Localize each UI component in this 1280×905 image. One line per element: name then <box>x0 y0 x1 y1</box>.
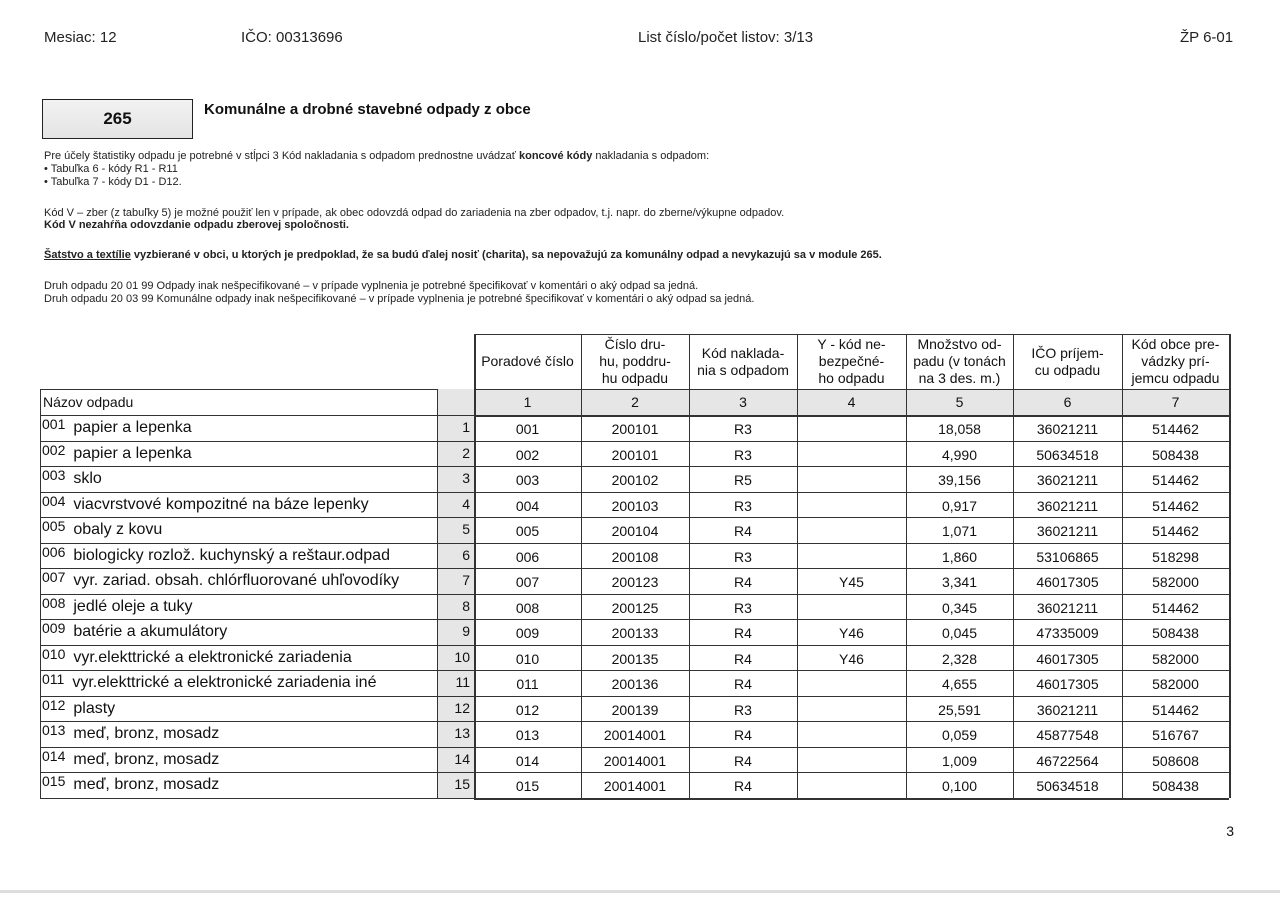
grid-line <box>40 670 1229 671</box>
cell-col-5: 0,045 <box>941 625 978 642</box>
cell-col-1: 006 <box>515 548 540 565</box>
column-header-3: Kód naklada- nia s odpadom <box>697 344 789 378</box>
note-200199: Druh odpadu 20 01 99 Odpady inak nešpecifikované – v prípade vyplnenia je potrebné špecifikovať v komentári o aký odpad sa jedná. <box>44 280 699 292</box>
cell-col-5: 18,058 <box>938 421 981 438</box>
table-row-name <box>42 772 437 798</box>
column-header-5: Množstvo od- padu (v tonách na 3 des. m.) <box>913 336 1006 386</box>
cell-col-1: 004 <box>515 497 540 514</box>
row-name: obaly z kovu <box>73 521 163 539</box>
cell-col-6: 36021211 <box>1036 497 1099 514</box>
row-code: 012 <box>42 696 66 713</box>
grid-line <box>40 466 1229 467</box>
table-row-name <box>42 517 437 543</box>
row-name: meď, bronz, mosadz <box>73 725 220 743</box>
cell-col-7: 582000 <box>1152 574 1199 591</box>
cell-col-7: 514462 <box>1152 421 1199 438</box>
cell-col-4 <box>797 519 906 545</box>
table-row-name <box>42 594 437 620</box>
form-code: ŽP 6-01 <box>1180 29 1234 46</box>
cell-col-7: 514462 <box>1152 701 1199 718</box>
row-code: 008 <box>42 594 66 611</box>
row-code: 001 <box>42 416 66 433</box>
row-name: meď, bronz, mosadz <box>73 750 220 768</box>
row-index: 11 <box>455 674 470 691</box>
cell-col-4 <box>797 417 906 443</box>
cell-col-7: 514462 <box>1152 599 1199 616</box>
cell-col-3: R3 <box>734 599 752 616</box>
cell-col-4 <box>797 545 906 571</box>
row-name: vyr.elekttrické a elektronické zariadenia iné <box>72 674 377 692</box>
table-row-name <box>42 492 437 518</box>
module-title: Komunálne a drobné stavebné odpady z obce <box>204 101 531 118</box>
cell-col-6: 45877548 <box>1036 727 1099 744</box>
row-code: 009 <box>42 620 66 637</box>
table-row-name <box>42 645 437 671</box>
cell-col-3: R4 <box>734 727 752 744</box>
grid-line <box>40 568 1229 569</box>
note-code-v-bold: Kód V nezahŕňa odovzdanie odpadu zberovej spoločnosti. <box>44 219 349 231</box>
grid-line <box>1229 334 1231 798</box>
cell-col-6: 50634518 <box>1036 778 1099 795</box>
cell-col-6: 50634518 <box>1036 446 1099 463</box>
cell-col-1: 003 <box>515 472 540 489</box>
cell-col-4: Y46 <box>839 625 864 642</box>
cell-col-1: 011 <box>516 676 539 693</box>
note-codes-bold: koncové kódy <box>518 150 593 162</box>
row-name: plasty <box>73 699 116 717</box>
row-code: 011 <box>42 671 65 688</box>
note-textiles-underlined: Šatstvo a textílie <box>44 249 131 261</box>
grid-line <box>40 492 1229 493</box>
row-index: 6 <box>462 546 470 563</box>
note-codes <box>44 150 709 162</box>
row-code: 010 <box>42 645 66 662</box>
month-label: Mesiac: 12 <box>44 29 117 46</box>
grid-line <box>474 389 1229 390</box>
cell-col-4 <box>797 672 906 698</box>
column-header-1: Poradové číslo <box>481 353 574 369</box>
column-number-4: 4 <box>847 393 856 410</box>
grid-line <box>1013 334 1014 798</box>
grid-line <box>40 721 1229 722</box>
cell-col-7: 514462 <box>1152 497 1199 514</box>
column-header-4: Y - kód ne- bezpečné- ho odpadu <box>817 336 886 386</box>
cell-col-5: 1,860 <box>941 548 978 565</box>
cell-col-6: 53106865 <box>1036 548 1099 565</box>
cell-col-7: 518298 <box>1152 548 1199 565</box>
column-header-6: IČO príjem- cu odpadu <box>1031 344 1104 378</box>
cell-col-7: 582000 <box>1152 650 1199 667</box>
note-codes-tail: nakladania s odpadom: <box>592 150 710 162</box>
cell-col-3: R5 <box>734 472 752 489</box>
table-row-name <box>42 747 437 773</box>
table-row-name <box>42 543 437 569</box>
cell-col-1: 005 <box>515 523 540 540</box>
grid-line <box>689 334 690 798</box>
grid-line <box>40 747 1229 748</box>
note-200399: Druh odpadu 20 03 99 Komunálne odpady inak nešpecifikované – v prípade vyplnenia je potrebné špecifikovať v komentári o aký odpad sa jedná. <box>44 293 755 305</box>
row-code: 005 <box>42 518 66 535</box>
column-number-6: 6 <box>1063 393 1072 410</box>
column-number-7: 7 <box>1171 393 1180 410</box>
grid-line <box>40 441 1229 442</box>
cell-col-2: 20014001 <box>603 727 667 744</box>
column-number-2: 2 <box>631 393 639 410</box>
grid-line <box>474 334 1229 335</box>
cell-col-2: 200102 <box>611 472 659 489</box>
row-code: 006 <box>42 543 66 560</box>
row-code: 013 <box>42 722 66 739</box>
cell-col-3: R4 <box>734 650 752 667</box>
table-row-name <box>42 441 437 467</box>
column-number-1: 1 <box>523 393 532 410</box>
cell-col-3: R4 <box>734 676 752 693</box>
cell-col-6: 36021211 <box>1036 701 1099 718</box>
row-code: 007 <box>42 569 66 586</box>
cell-col-3: R4 <box>734 625 752 642</box>
cell-col-2: 200139 <box>611 701 659 718</box>
cell-col-3: R3 <box>734 701 752 718</box>
cell-col-1: 015 <box>515 778 540 795</box>
grid-line <box>474 334 476 798</box>
grid-line <box>1122 334 1123 798</box>
cell-col-1: 008 <box>515 599 540 616</box>
column-header-7: Kód obce pre- vádzky prí- jemcu odpadu <box>1131 336 1220 386</box>
grid-line <box>906 334 907 798</box>
cell-col-5: 4,990 <box>941 446 978 463</box>
row-name: viacvrstvové kompozitné na báze lepenky <box>73 495 369 513</box>
row-index: 2 <box>462 444 470 461</box>
cell-col-4 <box>797 596 906 622</box>
sheet-label: List číslo/počet listov: 3/13 <box>638 29 814 46</box>
row-index: 14 <box>454 750 470 767</box>
row-index: 12 <box>454 699 470 716</box>
table-row-name <box>42 415 437 441</box>
cell-col-5: 4,655 <box>941 676 978 693</box>
table-row-name <box>42 721 437 747</box>
cell-col-1: 012 <box>515 701 540 718</box>
cell-col-5: 25,591 <box>938 701 981 718</box>
cell-col-4 <box>797 723 906 749</box>
row-index: 8 <box>462 597 470 614</box>
cell-col-2: 200135 <box>611 650 659 667</box>
row-name: jedlé oleje a tuky <box>73 597 193 615</box>
cell-col-3: R3 <box>734 497 752 514</box>
cell-col-6: 36021211 <box>1036 599 1099 616</box>
cell-col-4 <box>797 698 906 724</box>
grid-line <box>40 696 1229 697</box>
cell-col-1: 001 <box>515 421 540 438</box>
cell-col-6: 46017305 <box>1036 650 1099 667</box>
cell-col-5: 1,009 <box>941 752 978 769</box>
cell-col-2: 200136 <box>611 676 659 693</box>
cell-col-2: 20014001 <box>603 752 667 769</box>
row-index: 1 <box>462 419 470 436</box>
row-name: meď, bronz, mosadz <box>73 776 220 794</box>
page-bottom-divider <box>0 890 1280 893</box>
grid-line <box>437 389 438 798</box>
table-row-name <box>42 466 437 492</box>
cell-col-7: 516767 <box>1152 727 1199 744</box>
note-textiles <box>44 249 882 261</box>
cell-col-5: 39,156 <box>938 472 981 489</box>
grid-line <box>40 645 1229 646</box>
cell-col-7: 508438 <box>1152 625 1199 642</box>
row-code: 015 <box>42 773 66 790</box>
row-name: papier a lepenka <box>73 444 192 462</box>
cell-col-2: 200103 <box>611 497 659 514</box>
cell-col-2: 20014001 <box>603 778 667 795</box>
cell-col-4: Y46 <box>839 650 864 667</box>
cell-col-6: 47335009 <box>1036 625 1099 642</box>
row-code: 014 <box>42 747 66 764</box>
cell-col-3: R4 <box>734 574 752 591</box>
grid-line <box>40 772 1229 773</box>
cell-col-5: 2,328 <box>941 650 978 667</box>
cell-col-6: 46017305 <box>1036 574 1099 591</box>
note-bullet-2: • Tabuľka 7 - kódy D1 - D12. <box>44 176 182 188</box>
row-index: 3 <box>462 470 470 487</box>
grid-line <box>40 543 1229 544</box>
cell-col-3: R4 <box>734 752 752 769</box>
row-code: 002 <box>42 441 66 458</box>
grid-line <box>40 389 437 390</box>
table-row-name <box>42 619 437 645</box>
table-row-name <box>42 670 437 696</box>
row-index: 5 <box>462 521 470 538</box>
cell-col-2: 200108 <box>611 548 659 565</box>
grid-line <box>40 517 1229 518</box>
cell-col-5: 1,071 <box>941 523 978 540</box>
row-name: papier a lepenka <box>73 419 192 437</box>
cell-col-1: 010 <box>515 650 540 667</box>
cell-col-7: 582000 <box>1152 676 1199 693</box>
cell-col-2: 200101 <box>611 446 659 463</box>
cell-col-2: 200123 <box>611 574 659 591</box>
column-header-2: Číslo dru- hu, poddru- hu odpadu <box>599 336 671 386</box>
grid-line <box>40 389 41 798</box>
cell-col-7: 514462 <box>1152 472 1199 489</box>
row-code: 003 <box>42 467 66 484</box>
cell-col-6: 46722564 <box>1036 752 1099 769</box>
cell-col-2: 200104 <box>611 523 659 540</box>
cell-col-1: 007 <box>515 574 540 591</box>
cell-col-4 <box>797 494 906 520</box>
row-name: biologicky rozlož. kuchynský a reštaur.odpad <box>73 546 390 564</box>
grid-line <box>581 334 582 798</box>
cell-col-2: 200125 <box>611 599 659 616</box>
grid-line <box>474 415 1229 417</box>
page-number: 3 <box>1226 823 1234 839</box>
grid-line <box>797 334 798 798</box>
table-row-name <box>42 696 437 722</box>
row-index: 13 <box>454 725 470 742</box>
cell-col-5: 3,341 <box>941 574 978 591</box>
cell-col-5: 0,345 <box>941 599 978 616</box>
note-codes-text: Pre účely štatistiky odpadu je potrebné v stĺpci 3 Kód nakladania s odpadom prednostne uvádzať <box>44 150 519 162</box>
cell-col-7: 508608 <box>1152 752 1199 769</box>
cell-col-1: 009 <box>515 625 540 642</box>
column-number-5: 5 <box>955 393 964 410</box>
cell-col-6: 36021211 <box>1036 421 1099 438</box>
row-name: vyr. zariad. obsah. chlórfluorované uhľovodíky <box>73 572 400 590</box>
cell-col-4 <box>797 468 906 494</box>
ico-label: IČO: 00313696 <box>241 29 343 46</box>
row-index: 10 <box>454 648 470 665</box>
row-name: batérie a akumulátory <box>73 623 228 641</box>
cell-col-3: R4 <box>734 523 752 540</box>
cell-col-6: 36021211 <box>1036 523 1099 540</box>
cell-col-7: 508438 <box>1152 446 1199 463</box>
column-number-3: 3 <box>739 393 747 410</box>
row-index: 15 <box>454 776 470 793</box>
cell-col-6: 46017305 <box>1036 676 1099 693</box>
row-name: sklo <box>73 470 102 488</box>
note-code-v: Kód V – zber (z tabuľky 5) je možné použiť len v prípade, ak obec odovzdá odpad do zariadenia na zber odpadov, t.j. napr. do zberne/výkupne odpadov. <box>44 207 785 219</box>
cell-col-2: 200101 <box>611 421 659 438</box>
cell-col-5: 0,059 <box>941 727 978 744</box>
cell-col-7: 508438 <box>1152 778 1199 795</box>
cell-col-1: 014 <box>515 752 540 769</box>
grid-line <box>474 798 1229 800</box>
cell-col-1: 002 <box>515 446 540 463</box>
cell-col-3: R4 <box>734 778 752 795</box>
cell-col-2: 200133 <box>611 625 659 642</box>
table-row-name <box>42 568 437 594</box>
row-index: 7 <box>462 572 470 589</box>
module-number-box <box>42 99 193 139</box>
grid-line <box>40 594 1229 595</box>
note-bullet-1: • Tabuľka 6 - kódy R1 - R11 <box>44 163 178 175</box>
cell-col-5: 0,917 <box>941 497 978 514</box>
cell-col-1: 013 <box>515 727 540 744</box>
cell-col-3: R3 <box>734 446 752 463</box>
module-number: 265 <box>103 109 132 128</box>
cell-col-3: R3 <box>734 421 752 438</box>
row-index: 9 <box>462 623 470 640</box>
cell-col-5: 0,100 <box>941 778 978 795</box>
cell-col-4 <box>797 774 906 800</box>
row-name: vyr.elekttrické a elektronické zariadenia <box>73 648 352 666</box>
cell-col-4 <box>797 749 906 775</box>
row-code: 004 <box>42 492 66 509</box>
name-column-header: Názov odpadu <box>43 393 134 410</box>
cell-col-4 <box>797 443 906 469</box>
row-index: 4 <box>462 495 470 512</box>
cell-col-4: Y45 <box>839 574 864 591</box>
grid-line <box>40 619 1229 620</box>
note-textiles-text: vyzbierané v obci, u ktorých je predpoklad, že sa budú ďalej nosiť (charita), sa nepovažujú za komunálny odpad a nevykazujú sa v module 265. <box>130 249 882 261</box>
cell-col-7: 514462 <box>1152 523 1199 540</box>
cell-col-6: 36021211 <box>1036 472 1099 489</box>
cell-col-3: R3 <box>734 548 752 565</box>
